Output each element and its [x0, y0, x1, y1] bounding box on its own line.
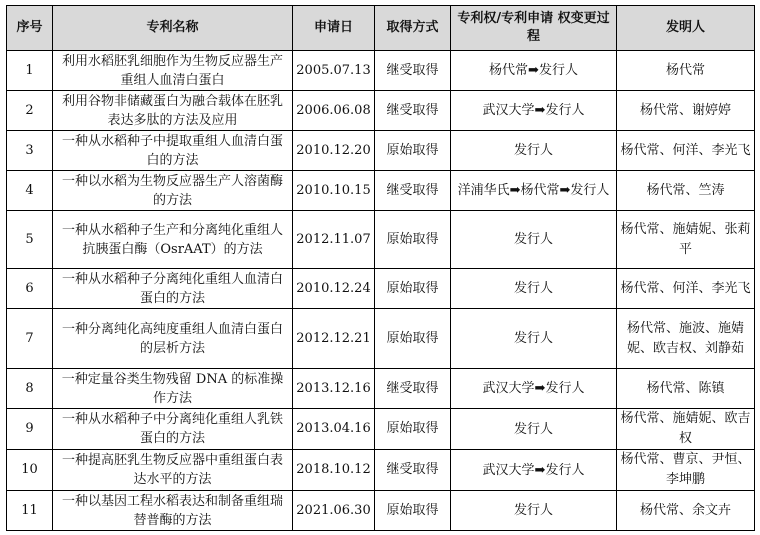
header-application-date: 申请日	[293, 6, 375, 51]
cell-change-process: 发行人	[451, 409, 617, 450]
cell-acquisition-method: 继受取得	[375, 51, 451, 91]
cell-serial-no: 7	[7, 309, 53, 369]
cell-patent-name: 一种分离纯化高纯度重组人血清白蛋白的层析方法	[53, 309, 293, 369]
cell-patent-name: 一种从水稻种子分离纯化重组人血清白蛋白的方法	[53, 269, 293, 309]
cell-serial-no: 6	[7, 269, 53, 309]
cell-change-process: 洋浦华氏➡杨代常➡发行人	[451, 171, 617, 211]
table-row	[7, 309, 755, 369]
header-acquisition-method: 取得方式	[375, 6, 451, 51]
cell-serial-no: 3	[7, 131, 53, 171]
cell-change-process: 武汉大学➡发行人	[451, 450, 617, 491]
cell-change-process: 发行人	[451, 131, 617, 171]
cell-acquisition-method: 继受取得	[375, 450, 451, 491]
cell-acquisition-method: 继受取得	[375, 369, 451, 409]
table-row	[7, 211, 755, 269]
table-row	[7, 91, 755, 131]
header-serial-no: 序号	[7, 6, 53, 51]
cell-inventors: 杨代常、何洋、李光飞	[617, 269, 755, 309]
cell-serial-no: 9	[7, 409, 53, 450]
cell-patent-name: 一种从水稻种子中提取重组人血清白蛋白的方法	[53, 131, 293, 171]
cell-change-process: 发行人	[451, 269, 617, 309]
cell-application-date: 2010.12.24	[293, 269, 375, 309]
cell-change-process: 发行人	[451, 491, 617, 531]
cell-serial-no: 1	[7, 51, 53, 91]
cell-serial-no: 10	[7, 450, 53, 491]
header-patent-name: 专利名称	[53, 6, 293, 51]
cell-change-process: 发行人	[451, 211, 617, 269]
cell-application-date: 2012.12.21	[293, 309, 375, 369]
cell-change-process: 武汉大学➡发行人	[451, 91, 617, 131]
cell-acquisition-method: 原始取得	[375, 269, 451, 309]
cell-patent-name: 一种从水稻种子生产和分离纯化重组人抗胰蛋白酶（OsrAAT）的方法	[53, 211, 293, 269]
cell-change-process: 杨代常➡发行人	[451, 51, 617, 91]
cell-inventors: 杨代常、施婧妮、张莉平	[617, 211, 755, 269]
cell-patent-name: 一种提高胚乳生物反应器中重组蛋白表达水平的方法	[53, 450, 293, 491]
cell-inventors: 杨代常、曹京、尹恒、李坤鹏	[617, 450, 755, 491]
table-row	[7, 409, 755, 450]
cell-change-process: 发行人	[451, 309, 617, 369]
cell-inventors: 杨代常、陈镇	[617, 369, 755, 409]
cell-serial-no: 11	[7, 491, 53, 531]
cell-acquisition-method: 原始取得	[375, 409, 451, 450]
cell-inventors: 杨代常、谢婷婷	[617, 91, 755, 131]
table-row	[7, 491, 755, 531]
table-header-row	[7, 6, 755, 51]
cell-patent-name: 利用谷物非储藏蛋白为融合载体在胚乳表达多肽的方法及应用	[53, 91, 293, 131]
cell-inventors: 杨代常、余文卉	[617, 491, 755, 531]
cell-application-date: 2006.06.08	[293, 91, 375, 131]
cell-acquisition-method: 原始取得	[375, 131, 451, 171]
table-row	[7, 171, 755, 211]
patent-table-container	[6, 5, 754, 531]
cell-application-date: 2010.12.20	[293, 131, 375, 171]
table-row	[7, 269, 755, 309]
cell-inventors: 杨代常、何洋、李光飞	[617, 131, 755, 171]
cell-application-date: 2005.07.13	[293, 51, 375, 91]
cell-serial-no: 2	[7, 91, 53, 131]
cell-acquisition-method: 原始取得	[375, 309, 451, 369]
cell-patent-name: 利用水稻胚乳细胞作为生物反应器生产重组人血清白蛋白	[53, 51, 293, 91]
table-row	[7, 131, 755, 171]
cell-change-process: 武汉大学➡发行人	[451, 369, 617, 409]
cell-application-date: 2021.06.30	[293, 491, 375, 531]
cell-inventors: 杨代常	[617, 51, 755, 91]
cell-application-date: 2013.04.16	[293, 409, 375, 450]
table-row	[7, 51, 755, 91]
cell-inventors: 杨代常、施婧妮、欧吉权	[617, 409, 755, 450]
cell-application-date: 2013.12.16	[293, 369, 375, 409]
cell-patent-name: 一种以基因工程水稻表达和制备重组瑞替普酶的方法	[53, 491, 293, 531]
cell-serial-no: 4	[7, 171, 53, 211]
header-inventors: 发明人	[617, 6, 755, 51]
patent-table	[6, 5, 755, 531]
cell-patent-name: 一种从水稻种子中分离纯化重组人乳铁蛋白的方法	[53, 409, 293, 450]
table-row	[7, 369, 755, 409]
table-row	[7, 450, 755, 491]
cell-serial-no: 8	[7, 369, 53, 409]
cell-inventors: 杨代常、竺涛	[617, 171, 755, 211]
cell-serial-no: 5	[7, 211, 53, 269]
cell-application-date: 2018.10.12	[293, 450, 375, 491]
cell-acquisition-method: 继受取得	[375, 91, 451, 131]
cell-acquisition-method: 原始取得	[375, 491, 451, 531]
cell-inventors: 杨代常、施波、施婧妮、欧吉权、刘静茹	[617, 309, 755, 369]
cell-application-date: 2012.11.07	[293, 211, 375, 269]
cell-application-date: 2010.10.15	[293, 171, 375, 211]
cell-patent-name: 一种以水稻为生物反应器生产人溶菌酶的方法	[53, 171, 293, 211]
cell-acquisition-method: 继受取得	[375, 171, 451, 211]
cell-acquisition-method: 原始取得	[375, 211, 451, 269]
cell-patent-name: 一种定量谷类生物残留 DNA 的标准操作方法	[53, 369, 293, 409]
header-change-process: 专利权/专利申请 权变更过程	[451, 6, 617, 51]
